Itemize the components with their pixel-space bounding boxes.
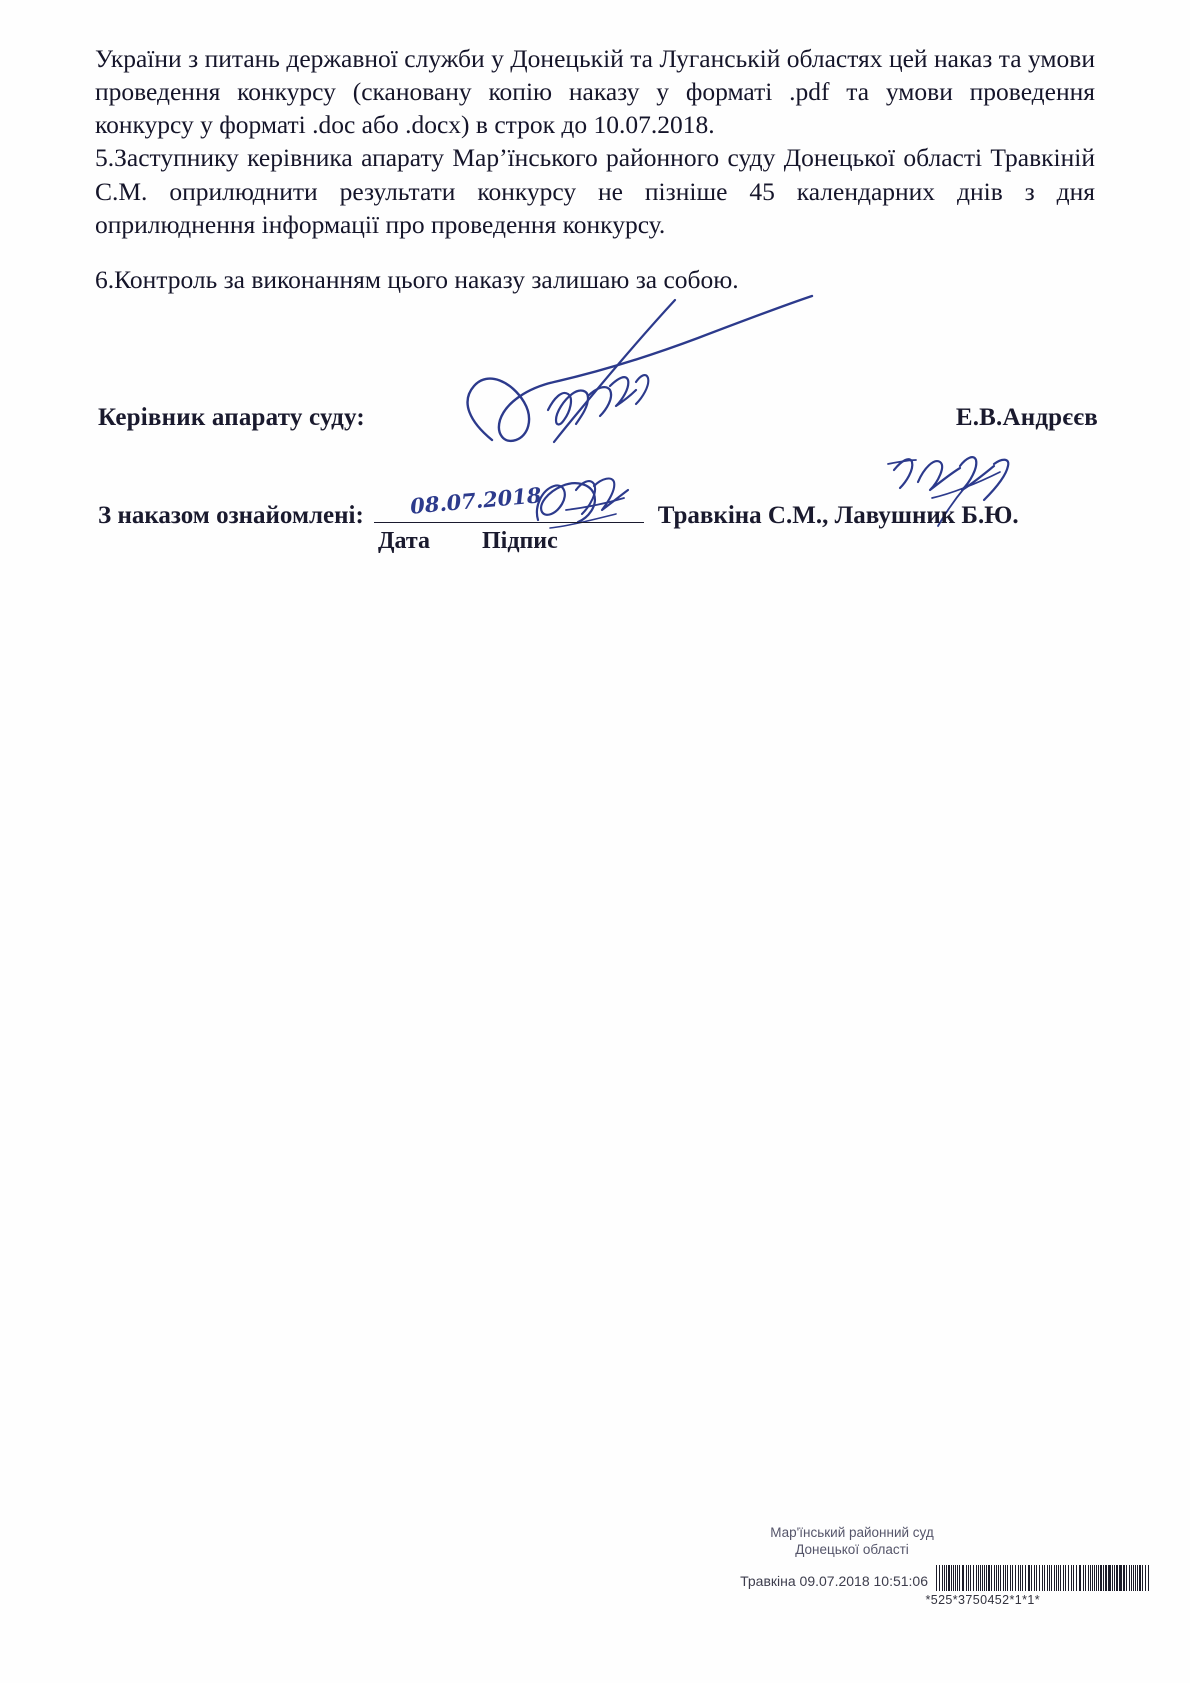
signature-area (0, 380, 1190, 610)
acknowledgement-row (98, 492, 1108, 530)
acknowledged-names: Травкіна С.М., Лавушник Б.Ю. (657, 502, 1019, 529)
barcode (936, 1565, 1150, 1591)
date-sublabel: Дата (378, 528, 430, 554)
acknowledgement-label: З наказом ознайомлені: (98, 502, 364, 529)
court-name-line1: Мар'їнський районний суд (770, 1525, 934, 1541)
signed-by-timestamp: Травкіна 09.07.2018 10:51:06 (740, 1573, 928, 1589)
footer-signature-line (740, 1565, 1150, 1591)
field-sublabels (378, 528, 678, 555)
handwritten-date: 08.07.2018 (409, 482, 543, 519)
paragraph-item-5: 5.Заступнику керівника апарату Мар’їнського районного суду Донецької області Травкіній С.М. оприлюднити результати конкурсу не пізніше 45 календарних днів з дня оприлюднення інформації про проведення конкурсу. (95, 143, 1095, 239)
paragraph-continuation: України з питань державної служби у Донецькій та Луганській областях цей наказ та умови проведення конкурсу (скановану копію наказу у форматі .pdf та умови проведення конкурсу у форматі .doc або .docx) в строк до 10.07.2018. (95, 44, 1095, 140)
signer-name: Е.В.Андрєєв (955, 404, 1098, 431)
barcode-text: *525*3750452*1*1* (925, 1593, 1040, 1607)
court-name-line2: Донецької області (795, 1542, 909, 1558)
court-name (722, 1525, 982, 1559)
signature-row-head (98, 404, 1098, 432)
date-signature-field (374, 492, 644, 523)
paragraph-item-6: 6.Контроль за виконанням цього наказу залишаю за собою. (95, 264, 739, 294)
role-label: Керівник апарату суду: (98, 404, 365, 431)
document-body (95, 42, 1095, 296)
signature-sublabel: Підпис (481, 528, 558, 554)
footer-stamp (0, 1525, 1190, 1607)
handwritten-signature-head (430, 290, 860, 460)
